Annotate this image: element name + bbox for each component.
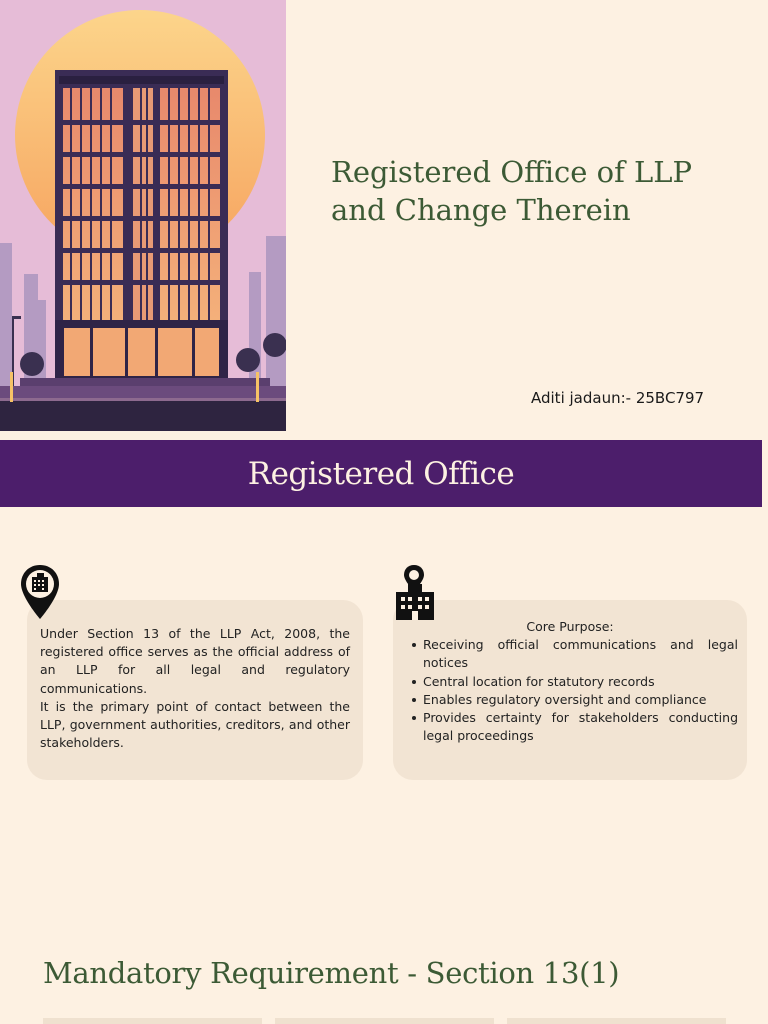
next-card-edge — [43, 1018, 262, 1024]
definition-paragraph-2: It is the primary point of contact between the LLP, government authorities, creditors, and other stakeholders. — [40, 698, 350, 751]
next-card-edge — [275, 1018, 494, 1024]
section-heading: Mandatory Requirement - Section 13(1) — [43, 956, 620, 990]
core-purpose-list — [402, 636, 738, 745]
page-title — [331, 153, 751, 229]
banner-title: Registered Office — [247, 455, 515, 492]
core-purpose-heading: Core Purpose: — [526, 619, 614, 634]
author-credit: Aditi jadaun:- 25BC797 — [531, 389, 705, 407]
core-purpose-item: Enables regulatory oversight and compliance — [423, 691, 738, 709]
building-illustration — [0, 0, 286, 431]
definition-card — [27, 600, 363, 780]
core-purpose-item: Provides certainty for stakeholders conducting legal proceedings — [423, 709, 738, 745]
core-purpose-card — [393, 600, 747, 780]
core-purpose-item: Central location for statutory records — [423, 673, 738, 691]
definition-paragraph-1: Under Section 13 of the LLP Act, 2008, the registered office serves as the official address of an LLP for all legal and regulatory communications. — [40, 626, 350, 696]
core-purpose-item: Receiving official communications and legal notices — [423, 636, 738, 672]
title-line-1: Registered Office of LLP — [331, 155, 693, 189]
title-line-2: and Change Therein — [331, 193, 631, 227]
section-banner — [0, 440, 762, 507]
location-pin-building-icon — [20, 564, 60, 620]
office-building-pin-icon — [394, 564, 436, 621]
next-card-edge — [507, 1018, 726, 1024]
